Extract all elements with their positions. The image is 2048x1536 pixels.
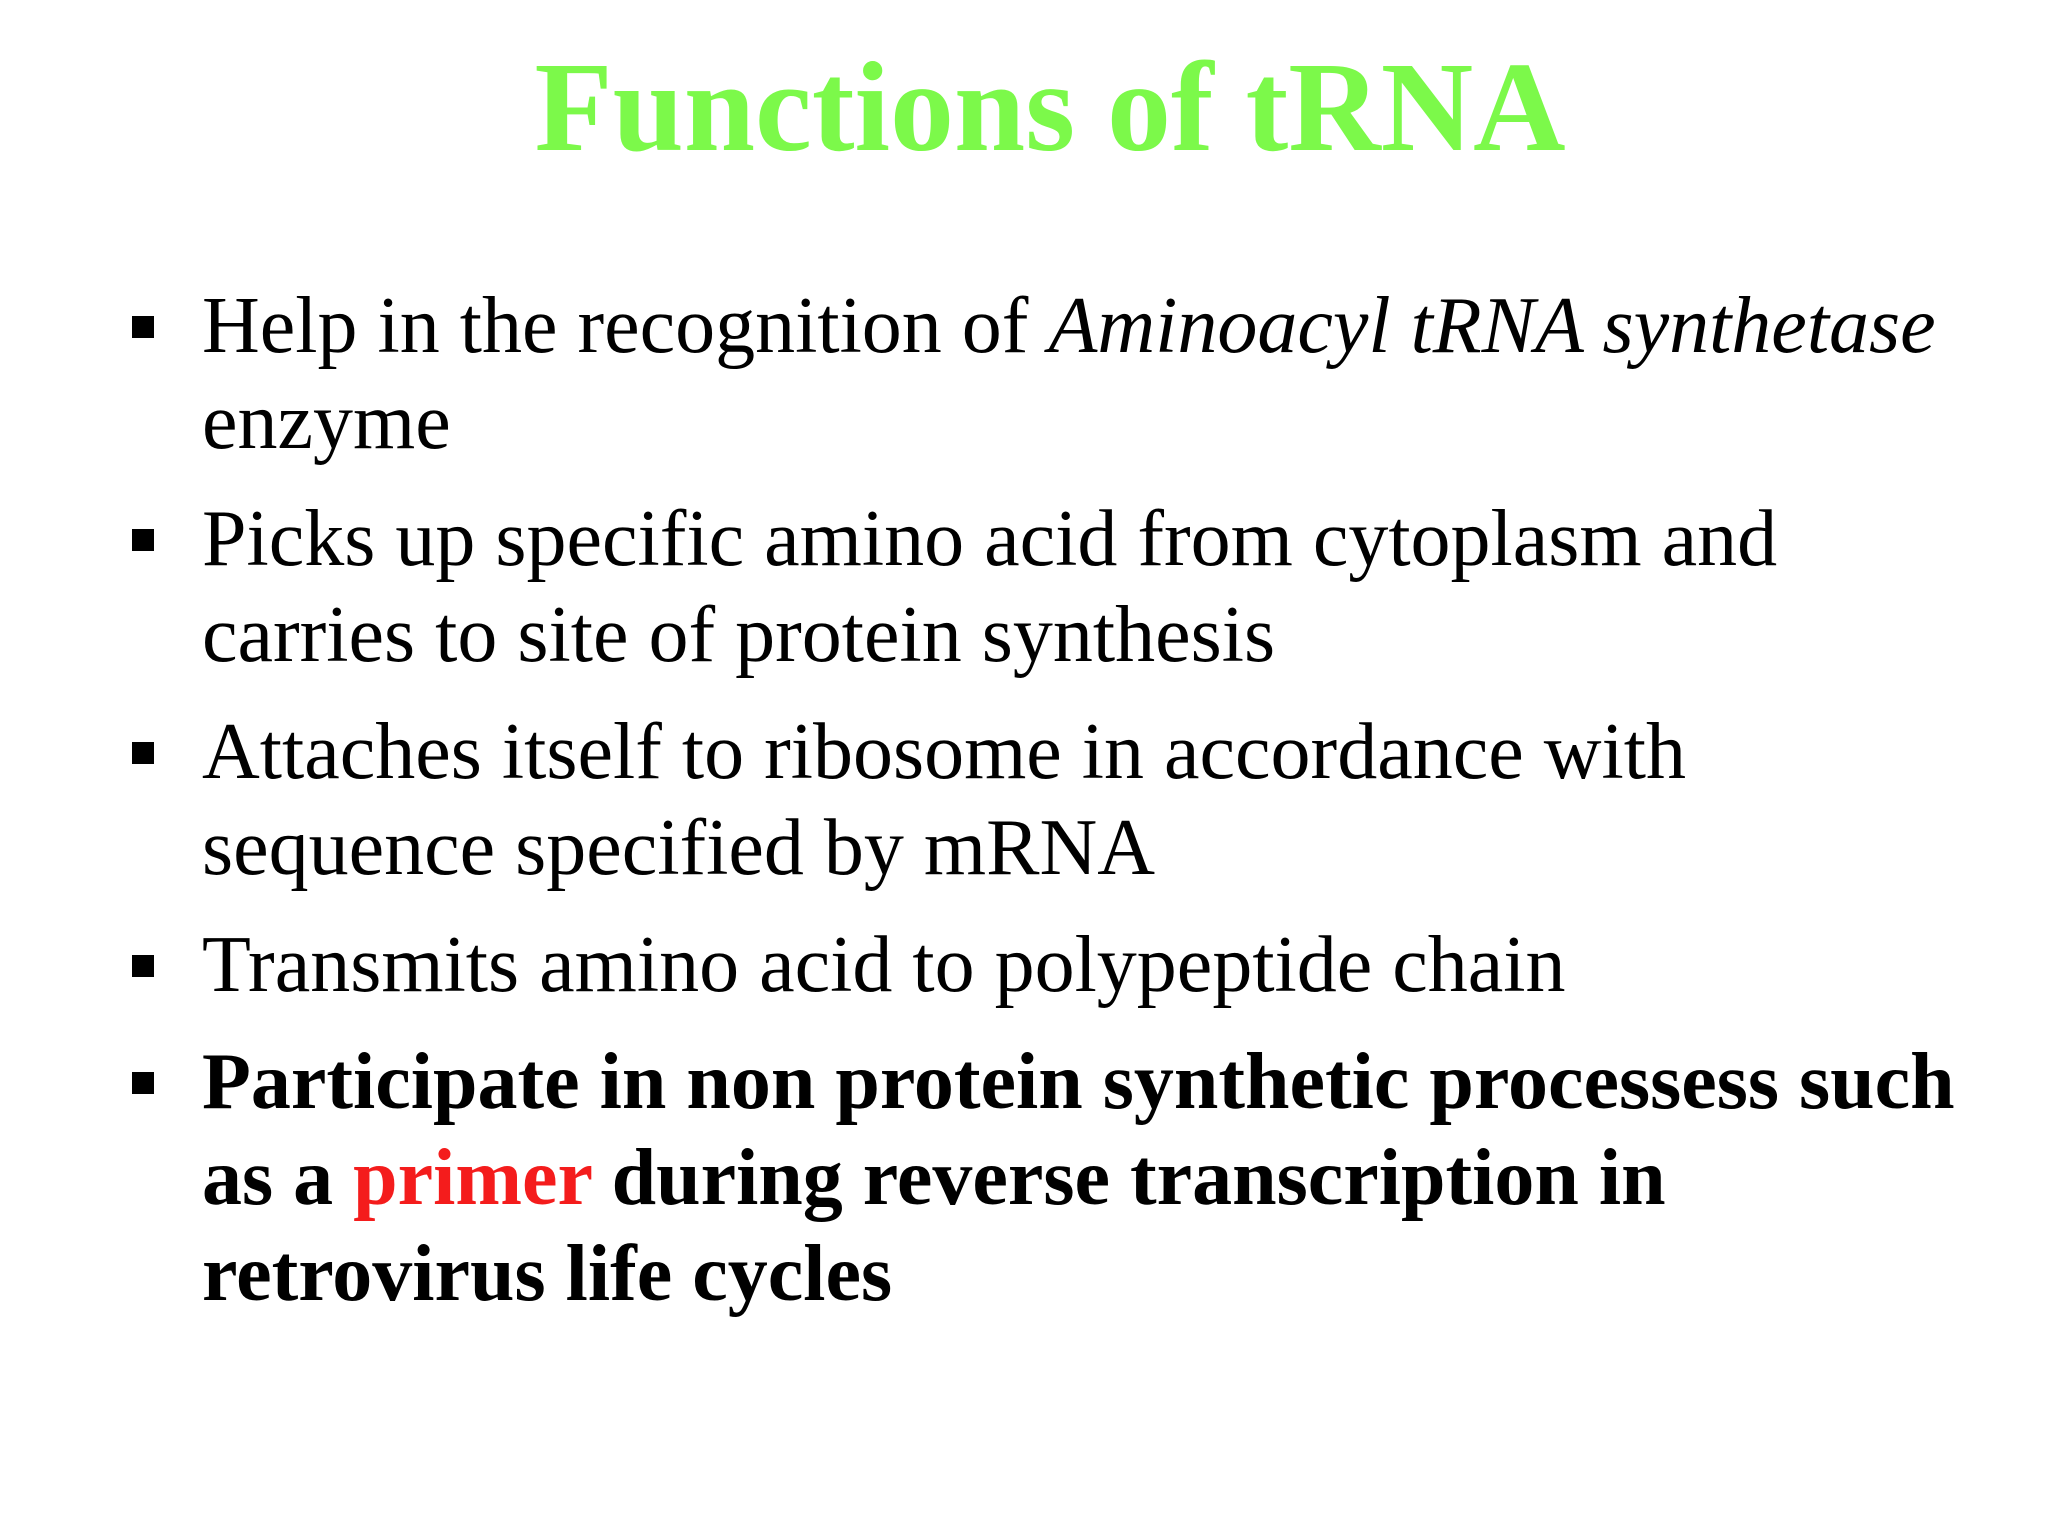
square-bullet-icon (132, 529, 154, 551)
bullet-text: Attaches itself to ribosome in accordance with sequence specified by mRNA (202, 708, 1686, 892)
slide-title: Functions of tRNA (534, 36, 1566, 178)
bullet-item-attaches-to-ribosome (128, 704, 1998, 896)
bullet-item-picks-up-amino-acid (128, 491, 1998, 683)
bullet-text: Picks up specific amino acid from cytoplasm and carries to site of protein synthesis (202, 495, 1778, 679)
square-bullet-icon (132, 955, 154, 977)
bullet-text: Transmits amino acid to polypeptide chain (202, 921, 1566, 1009)
bullet-text: enzyme (202, 378, 451, 466)
bullet-item-non-protein-processes (128, 1034, 1998, 1322)
bullet-text: Help in the recognition of (202, 282, 1049, 370)
bullet-text: during reverse transcription in retrovirus life cycles (202, 1134, 1666, 1318)
bullet-text: Participate in non protein synthetic processess such as a (202, 1038, 1955, 1222)
square-bullet-icon (132, 1072, 154, 1094)
square-bullet-icon (132, 742, 154, 764)
bullet-item-transmits-amino-acid (128, 917, 1998, 1013)
square-bullet-icon (132, 316, 154, 338)
bullet-italic-enzyme-name: Aminoacyl tRNA synthetase (1048, 282, 1936, 370)
bullet-list (128, 278, 1998, 1343)
bullet-item-aminoacyl-recognition (128, 278, 1998, 470)
bullet-highlight-primer: primer (353, 1134, 592, 1222)
